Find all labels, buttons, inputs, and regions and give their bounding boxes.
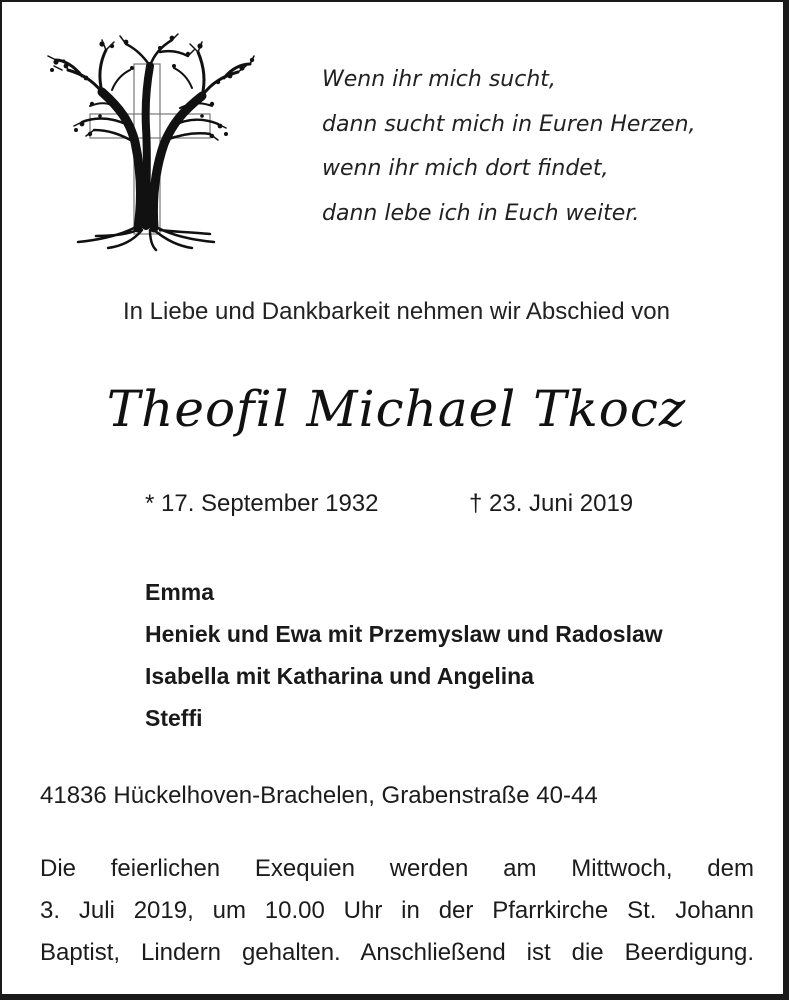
- family-address: 41836 Hückelhoven-Brachelen, Grabenstraße 40-44: [40, 782, 598, 809]
- poem-line: dann sucht mich in Euren Herzen,: [322, 111, 696, 137]
- farewell-intro: In Liebe und Dankbarkeit nehmen wir Abschied von: [122, 298, 670, 325]
- service-line: Die feierlichen Exequien werden am Mittwoch, dem: [40, 855, 754, 882]
- poem: [322, 58, 696, 236]
- mourners-list: [145, 571, 663, 739]
- tree-icon: [48, 34, 254, 250]
- service-line: 3. Juli 2019, um 10.00 Uhr in der Pfarrkirche St. Johann: [40, 897, 754, 924]
- funeral-service-info: [40, 848, 754, 974]
- mourner-line: Heniek und Ewa mit Przemyslaw und Radoslaw: [145, 621, 663, 647]
- mourner-line: Steffi: [145, 705, 203, 731]
- tree-cross-illustration: [42, 30, 257, 252]
- birth-date: * 17. September 1932: [145, 490, 379, 517]
- mourner-line: Emma: [145, 579, 215, 605]
- poem-line: dann lebe ich in Euch weiter.: [322, 200, 640, 226]
- poem-line: Wenn ihr mich sucht,: [322, 67, 556, 92]
- service-line: Baptist, Lindern gehalten. Anschließend ist die Beerdigung.: [40, 939, 754, 966]
- death-date: † 23. Juni 2019: [469, 490, 634, 517]
- poem-line: wenn ihr mich dort findet,: [322, 156, 609, 181]
- deceased-name: Theofil Michael Tkocz: [106, 380, 687, 438]
- leaf-clusters: [50, 36, 254, 139]
- mourner-line: Isabella mit Katharina und Angelina: [145, 663, 534, 689]
